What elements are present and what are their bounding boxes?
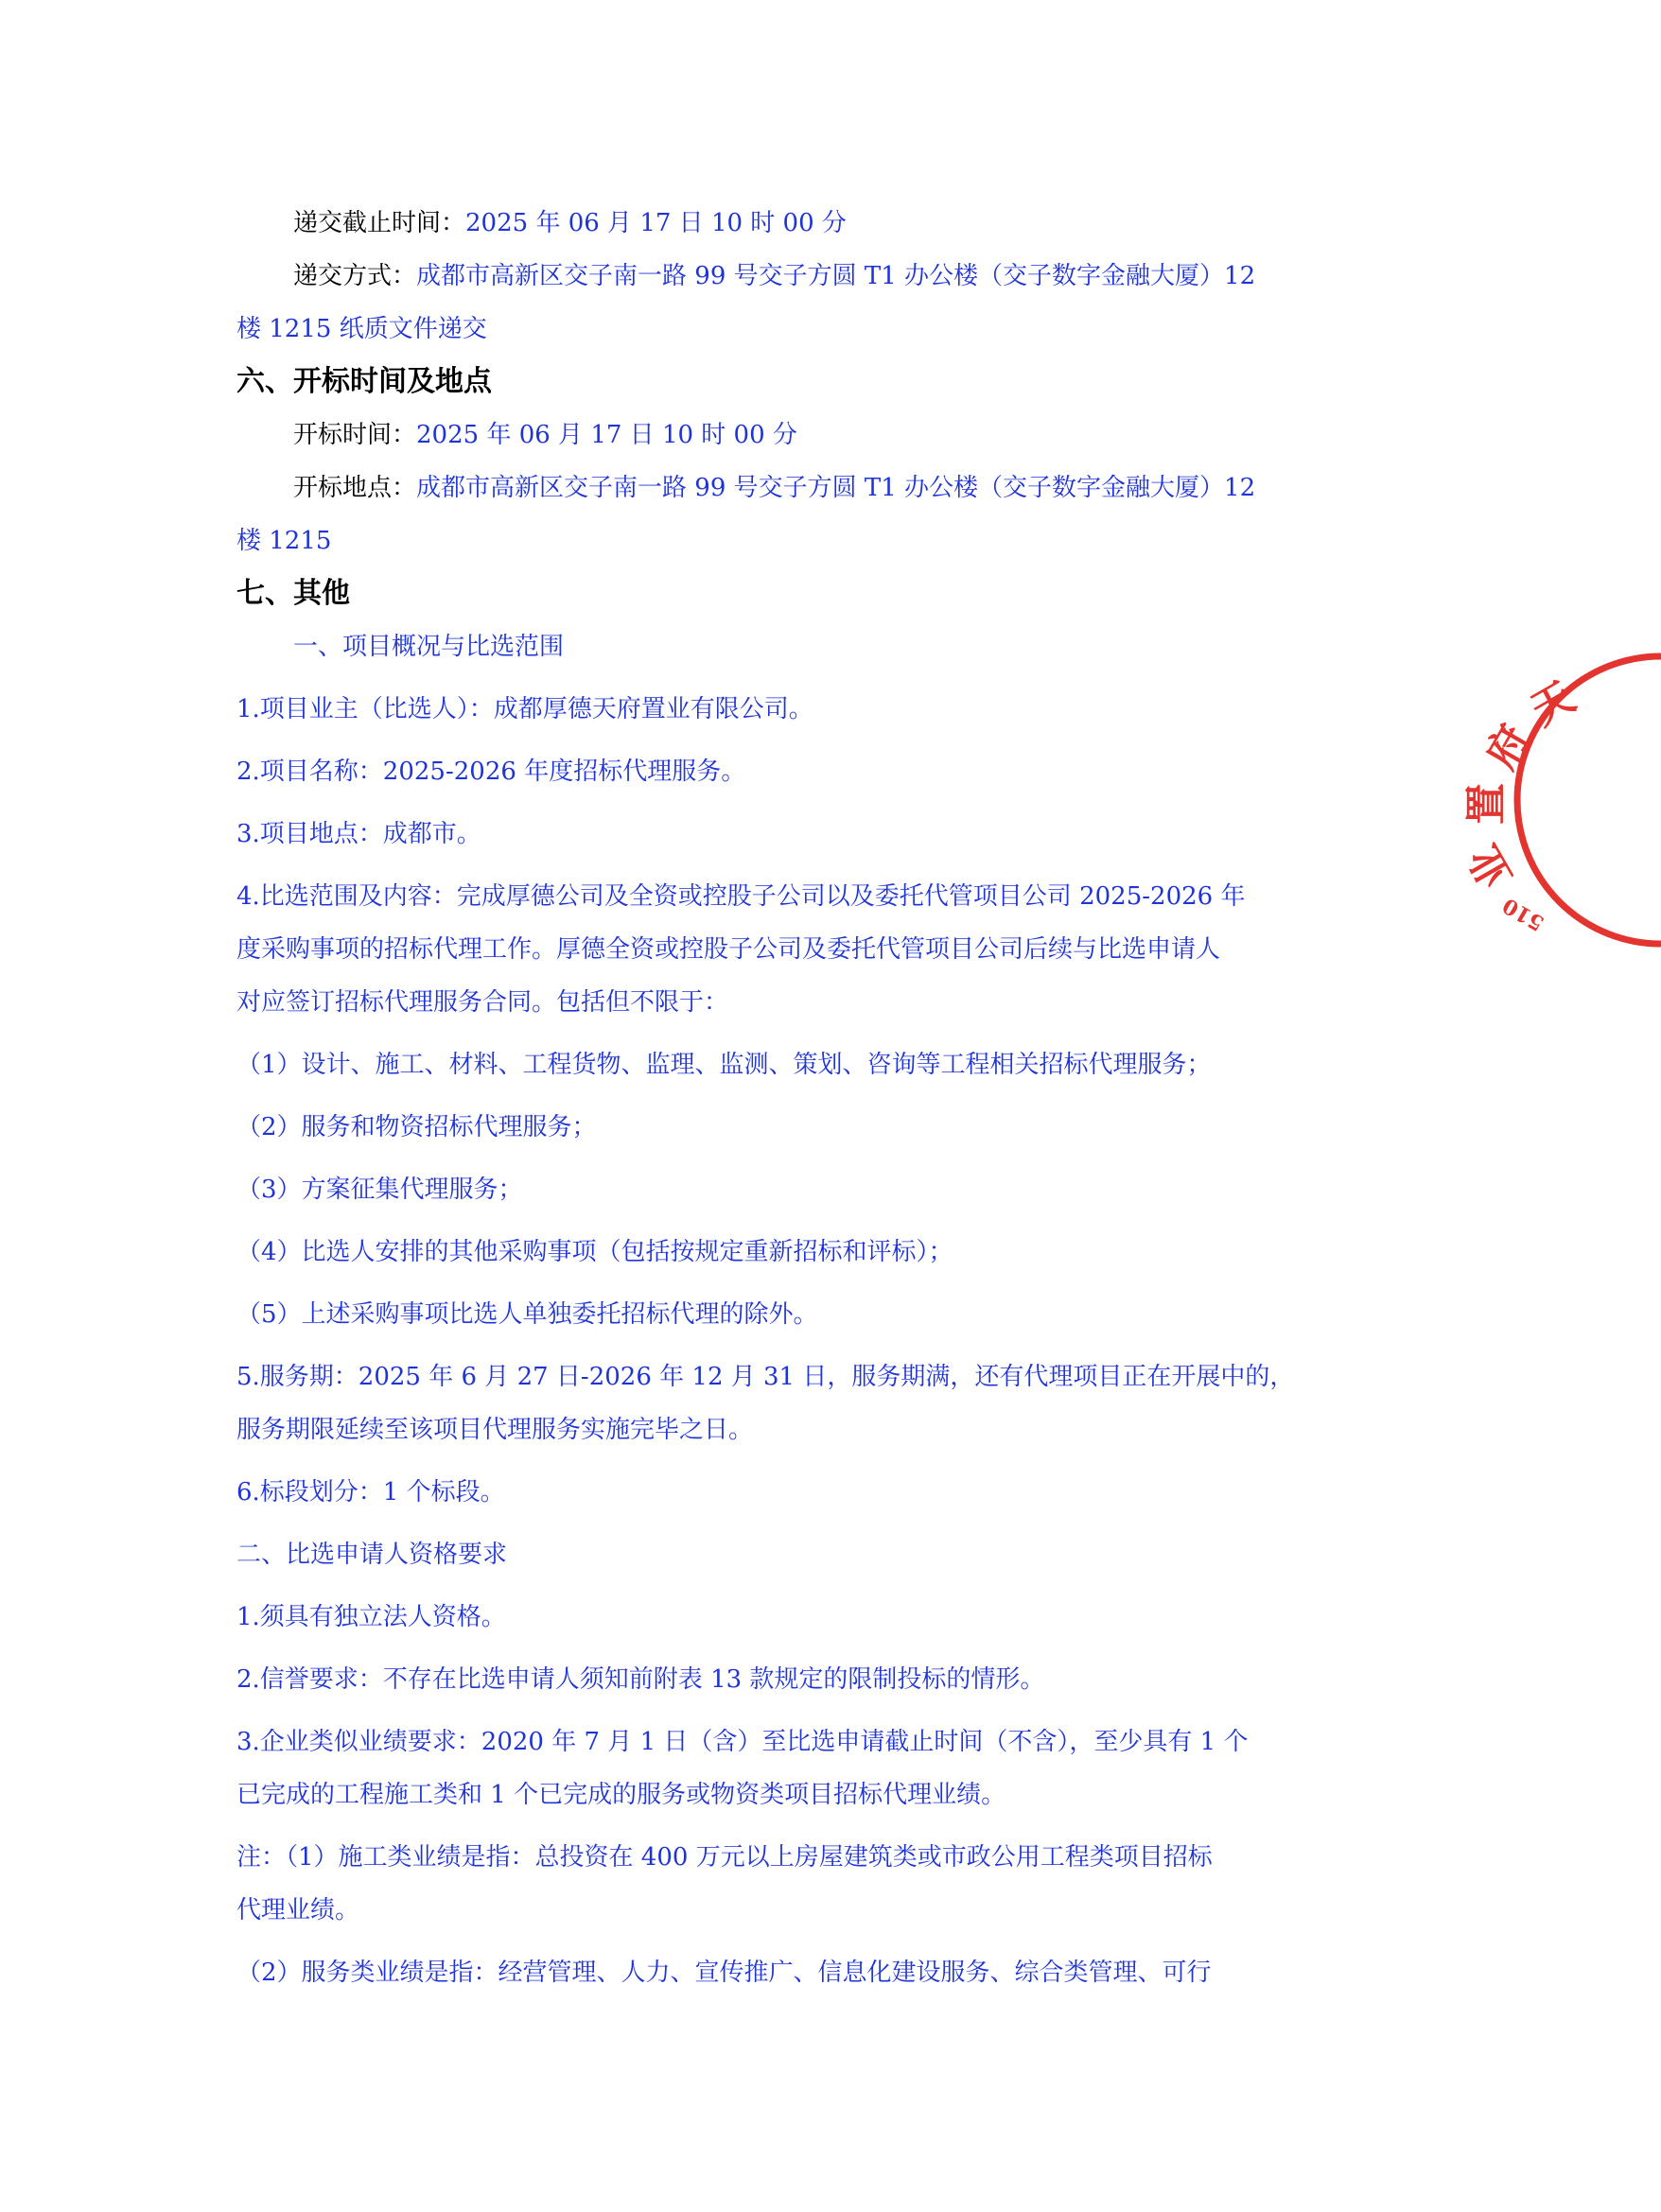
scope-item-2: （2）服务和物资招标代理服务； bbox=[236, 1113, 597, 1141]
submission-method-continued: 楼 1215 纸质文件递交 bbox=[236, 315, 487, 343]
subsection-2-title: 二、比选申请人资格要求 bbox=[236, 1541, 508, 1569]
opening-place-label: 开标地点： bbox=[293, 474, 417, 502]
requirement-3-line-2: 已完成的工程施工类和 1 个已完成的服务或物资类项目招标代理业绩。 bbox=[236, 1781, 1006, 1809]
scope-item-3: （3）方案征集代理服务； bbox=[236, 1176, 523, 1204]
requirement-2: 2.信誉要求：不存在比选申请人须知前附表 13 款规定的限制投标的情形。 bbox=[236, 1665, 1045, 1694]
requirement-3-line-1: 3.企业类似业绩要求：2020 年 7 月 1 日（含）至比选申请截止时间（不含），至少具有 1 个 bbox=[236, 1728, 1249, 1756]
opening-place-continued: 楼 1215 bbox=[236, 527, 332, 555]
item-4-scope-line-3: 对应签订招标代理服务合同。包括但不限于： bbox=[236, 988, 729, 1017]
opening-time-value: 2025 年 06 月 17 日 10 时 00 分 bbox=[416, 421, 797, 449]
opening-place bbox=[236, 462, 1326, 514]
item-6-lots: 6.标段划分：1 个标段。 bbox=[236, 1478, 505, 1507]
note-1-line-1: 注：（1）施工类业绩是指：总投资在 400 万元以上房屋建筑类或市政公用工程类项目招标 bbox=[236, 1843, 1213, 1872]
scope-item-5: （5）上述采购事项比选人单独委托招标代理的除外。 bbox=[236, 1300, 818, 1329]
opening-time bbox=[236, 409, 1326, 462]
submission-method-value: 成都市高新区交子南一路 99 号交子方圆 T1 办公楼（交子数字金融大厦）12 bbox=[416, 262, 1256, 290]
opening-time-label: 开标时间： bbox=[293, 421, 417, 449]
item-5-service-period-line-1: 5.服务期：2025 年 6 月 27 日-2026 年 12 月 31 日，服务期满，还有代理项目正在开展中的， bbox=[236, 1363, 1295, 1391]
submission-deadline bbox=[236, 197, 1326, 250]
item-3-location: 3.项目地点：成都市。 bbox=[236, 820, 481, 848]
submission-method-label: 递交方式： bbox=[293, 262, 417, 290]
seal-char-2: 府 bbox=[1477, 716, 1540, 777]
note-1-line-2: 代理业绩。 bbox=[236, 1896, 360, 1925]
note-2-line-1: （2）服务类业绩是指：经营管理、人力、宣传推广、信息化建设服务、综合类管理、可行 bbox=[236, 1959, 1212, 1987]
seal-number: 510 bbox=[1498, 892, 1548, 936]
subsection-1-title: 一、项目概况与比选范围 bbox=[293, 633, 565, 661]
seal-char-1: 天 bbox=[1523, 672, 1583, 736]
section-7-title: 七、其他 bbox=[236, 577, 350, 610]
opening-place-value: 成都市高新区交子南一路 99 号交子方圆 T1 办公楼（交子数字金融大厦）12 bbox=[416, 474, 1256, 502]
submission-deadline-value: 2025 年 06 月 17 日 10 时 00 分 bbox=[465, 209, 847, 237]
seal-char-3: 置 bbox=[1462, 783, 1511, 825]
seal-char-4: 业 bbox=[1460, 836, 1523, 897]
item-4-scope-line-1: 4.比选范围及内容：完成厚德公司及全资或控股子公司以及委托代管项目公司 2025-2026 年 bbox=[236, 882, 1246, 911]
company-seal-stamp bbox=[1460, 639, 1661, 961]
item-5-service-period-line-2: 服务期限延续至该项目代理服务实施完毕之日。 bbox=[236, 1416, 754, 1444]
item-4-scope-line-2: 度采购事项的招标代理工作。厚德全资或控股子公司及委托代管项目公司后续与比选申请人 bbox=[236, 935, 1221, 964]
scope-item-1: （1）设计、施工、材料、工程货物、监理、监测、策划、咨询等工程相关招标代理服务； bbox=[236, 1051, 1212, 1079]
requirement-1: 1.须具有独立法人资格。 bbox=[236, 1603, 506, 1631]
scope-item-4: （4）比选人安排的其他采购事项（包括按规定重新招标和评标）； bbox=[236, 1238, 953, 1266]
submission-deadline-label: 递交截止时间： bbox=[293, 209, 466, 237]
item-1-owner: 1.项目业主（比选人）：成都厚德天府置业有限公司。 bbox=[236, 695, 813, 723]
submission-method bbox=[236, 250, 1326, 303]
document-page bbox=[236, 197, 1326, 1999]
item-2-project-name: 2.项目名称：2025-2026 年度招标代理服务。 bbox=[236, 758, 746, 786]
section-6-title: 六、开标时间及地点 bbox=[236, 365, 492, 398]
